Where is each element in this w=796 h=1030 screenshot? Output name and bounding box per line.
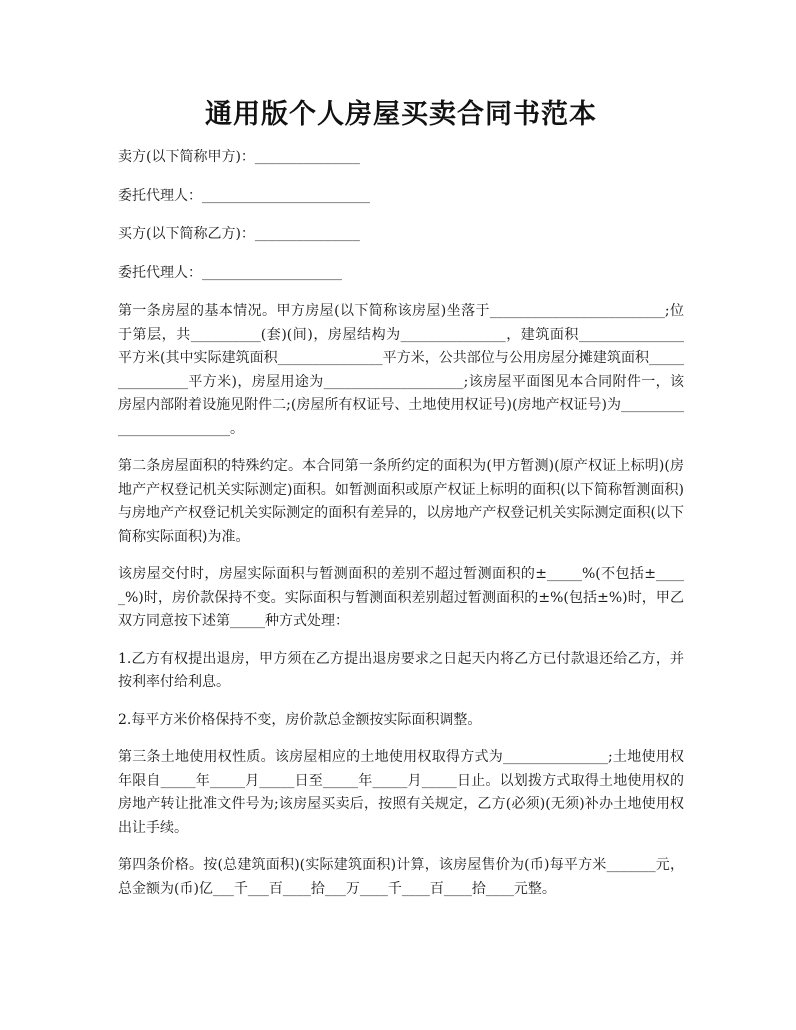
article-1-paragraph: 第一条房屋的基本情况。甲方房屋(以下简称该房屋)坐落于_________________________;位于第层，共__________(套)(间)，房屋结构为_______________，建筑面积_______________平方米(其中实际建筑面积_______________平方米，公共部位与公用房屋分摊建筑面积_______________平方米)，房屋用途为____________________;该房屋平面图见本合同附件一，该房屋内部附着设施见附件二;(房屋所有权证号、土地使用权证号)(房地产权证号)为_________________________。 — [118, 303, 684, 437]
article-2-paragraph: 第二条房屋面积的特殊约定。本合同第一条所约定的面积为(甲方暂测)(原产权证上标明)(房地产产权登记机关实际测定)面积。如暂测面积或原产权证上标明的面积(以下简称暂测面积)与房地产产权登记机关实际测定的面积有差异的，以房地产产权登记机关实际测定面积(以下简称实际面积)为准。 — [118, 458, 684, 545]
article-4-paragraph: 第四条价格。按(总建筑面积)(实际建筑面积)计算，该房屋售价为(币)每平方米_______元，总金额为(币)亿___千___百____拾___万____千____百____拾____元整。 — [118, 857, 684, 897]
option-2-paragraph: 2.每平方米价格保持不变，房价款总金额按实际面积调整。 — [118, 711, 482, 728]
article-3-paragraph: 第三条土地使用权性质。该房屋相应的土地使用权取得方式为_______________;土地使用权年限自_____年_____月_____日至_____年_____月_____日止。以划拨方式取得土地使用权的房地产转让批准文件号为;该房屋买卖后，按照有关规定，乙方(必须)(无须)补办土地使用权出让手续。 — [118, 749, 684, 836]
document-title: 通用版个人房屋买卖合同书范本 — [205, 99, 597, 130]
buyer-agent-line: 委托代理人：____________________ — [118, 264, 342, 281]
area-difference-paragraph: 该房屋交付时，房屋实际面积与暂测面积的差别不超过暂测面积的±_____%(不包括±_____%)时，房价款保持不变。实际面积与暂测面积差别超过暂测面积的±%(包括±%)时，甲乙双方同意按下述第_____种方式处理： — [118, 566, 684, 629]
option-1-paragraph: 1.乙方有权提出退房，甲方须在乙方提出退房要求之日起天内将乙方已付款退还给乙方，并按利率付给利息。 — [118, 650, 684, 690]
seller-line: 卖方(以下简称甲方)：_______________ — [118, 149, 360, 165]
buyer-line: 买方(以下简称乙方)：_______________ — [118, 226, 360, 242]
document-body — [118, 146, 684, 915]
seller-agent-line: 委托代理人：________________________ — [118, 187, 370, 204]
